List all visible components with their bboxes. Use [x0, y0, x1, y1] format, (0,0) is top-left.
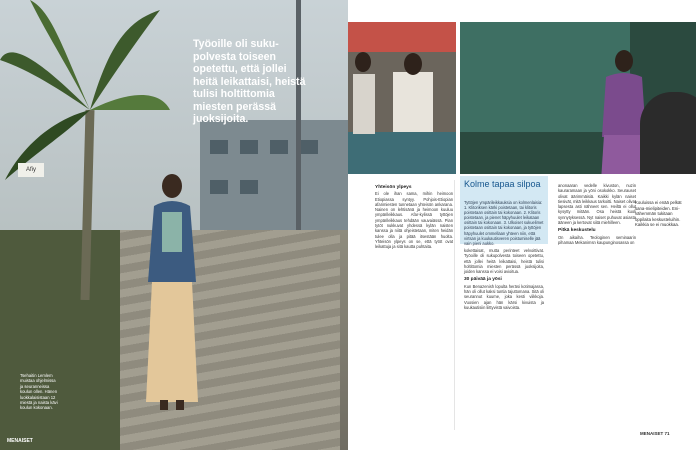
- classroom-scene: [348, 22, 456, 174]
- article-column-2: [464, 248, 544, 310]
- body-text: kokettaisat, mutta perinteet velvoittivat. Työoille oli sukupolvesta toiseen opetettu, että jollei heitä leikattaisi, heistä tulisi holtittomia miesten perässä juoksijoita, joiden kanssa ei voisi avioitua.: [464, 248, 544, 275]
- student-silhouette: [640, 92, 696, 174]
- article-column-3: [558, 183, 636, 245]
- section-heading: Yhteisön ylpeys: [375, 185, 412, 190]
- classroom-photo-right: [460, 22, 696, 174]
- body-text: On aikaiha. Teologinen seminaarin pihamaa Mekanimsn kaupunginosassa on: [558, 234, 636, 245]
- info-box-text: Tyttöjen ympärileikkauksia on kolmenlaisia: 1. Klitoriksen kärki poistetaan, tai klitoris poistetaan osittain tai kokonaan. 2. Klitoris poistetaan, ja pienet häpyhuulet leikataan osittain tai kokonaan. 3. Ulkoiset sukuelimet poistetaan osittain tai kokonaan, ja tyttöjen häpyhuulet ommellaan yhteen niin, että virtsan ja kuukautisveren poistumiselle jää vain pieni aukko.: [464, 200, 544, 246]
- info-box-title: Kolme tapaa silpoa: [464, 179, 541, 189]
- page-folio: MENAISET: [7, 438, 33, 444]
- right-page: [348, 0, 696, 450]
- woman-figure: [142, 172, 202, 412]
- body-text: Kun Benazenish lopulta heräsi kotimajassa, hän oli ollut kaksi tuntia tajuttomana. Sitä oli seurannut kuume, joka kesti viikkoja. Vuosien ajan hän kärsi kivuista ja kuukautisiin liittyvistä vaivoista.: [464, 283, 544, 310]
- body-text: Ei ole ihan sama, mihin heimoon Etiopiassa syntyy. Pohjois-Etiopian afarimiesten tunnetaan yhteisön ankarana. Nainen on lehtisänä ja heimoon kuuluu ympärileikkaus. Afar-kylissä tyttöjen ympärileikkaus tehdään vauvaiässä. Pian tytöt nukkuvat yhdessä kylän naisten kanssa ja niitä ohjeistetaan, miten heidän tulee olla ja pitää itsestään huolta. Yhteisön ylpeys on se, että tytöt ovat leikattuja ja sitä kautta puhtaita.: [375, 191, 453, 250]
- article-column-1: [375, 182, 453, 250]
- info-box: [460, 176, 548, 244]
- pull-quote: Työoille oli suku-polvesta toiseen opetettu, että jollei heitä leikattaisi, heistä tulisi holtittomia miesten perässä juoksijoita.: [193, 38, 306, 125]
- page-folio: MENAISET 71: [640, 431, 670, 436]
- column-divider: [454, 180, 455, 430]
- section-heading: Pitkä keskustelu: [558, 228, 596, 234]
- photo-caption: Tsehaitin Lemlem muistaa ohjelmissa ja seuranneissa koulun ollen. Hänen luokkalaisistaan 12 miestä ja naista kävi koulun kokonaan.: [20, 373, 58, 411]
- body-text: anonaaran vedelle kivuston, nuzin kauraramaan ja yöni osokokko. Seurauset olivat äärimmäisiä. Kaikki kylän naiset tiesivät, mitä leikkaus tarkoitti. Naiset olivat lapsesta asti nähneet sen. Heiltä ei ollut kysytty mitään. Osa heistä kuoli synnytyksessä. Nyt naiset puhuvat asiasta ääneen ja kertovat siitä miehilleen.: [558, 183, 636, 226]
- wall-sign: Afiy: [18, 163, 44, 177]
- section-heading: 30 päivää ja yösi: [464, 277, 502, 283]
- photo-caption: Kouluissa ei enää pelkät sana-mielipiteiden. Eni-vähemmän tukitaan oppilaita keskusteluihin. Kaikkia se ei muokkaa.: [635, 200, 682, 227]
- classroom-photo-left: [348, 22, 456, 174]
